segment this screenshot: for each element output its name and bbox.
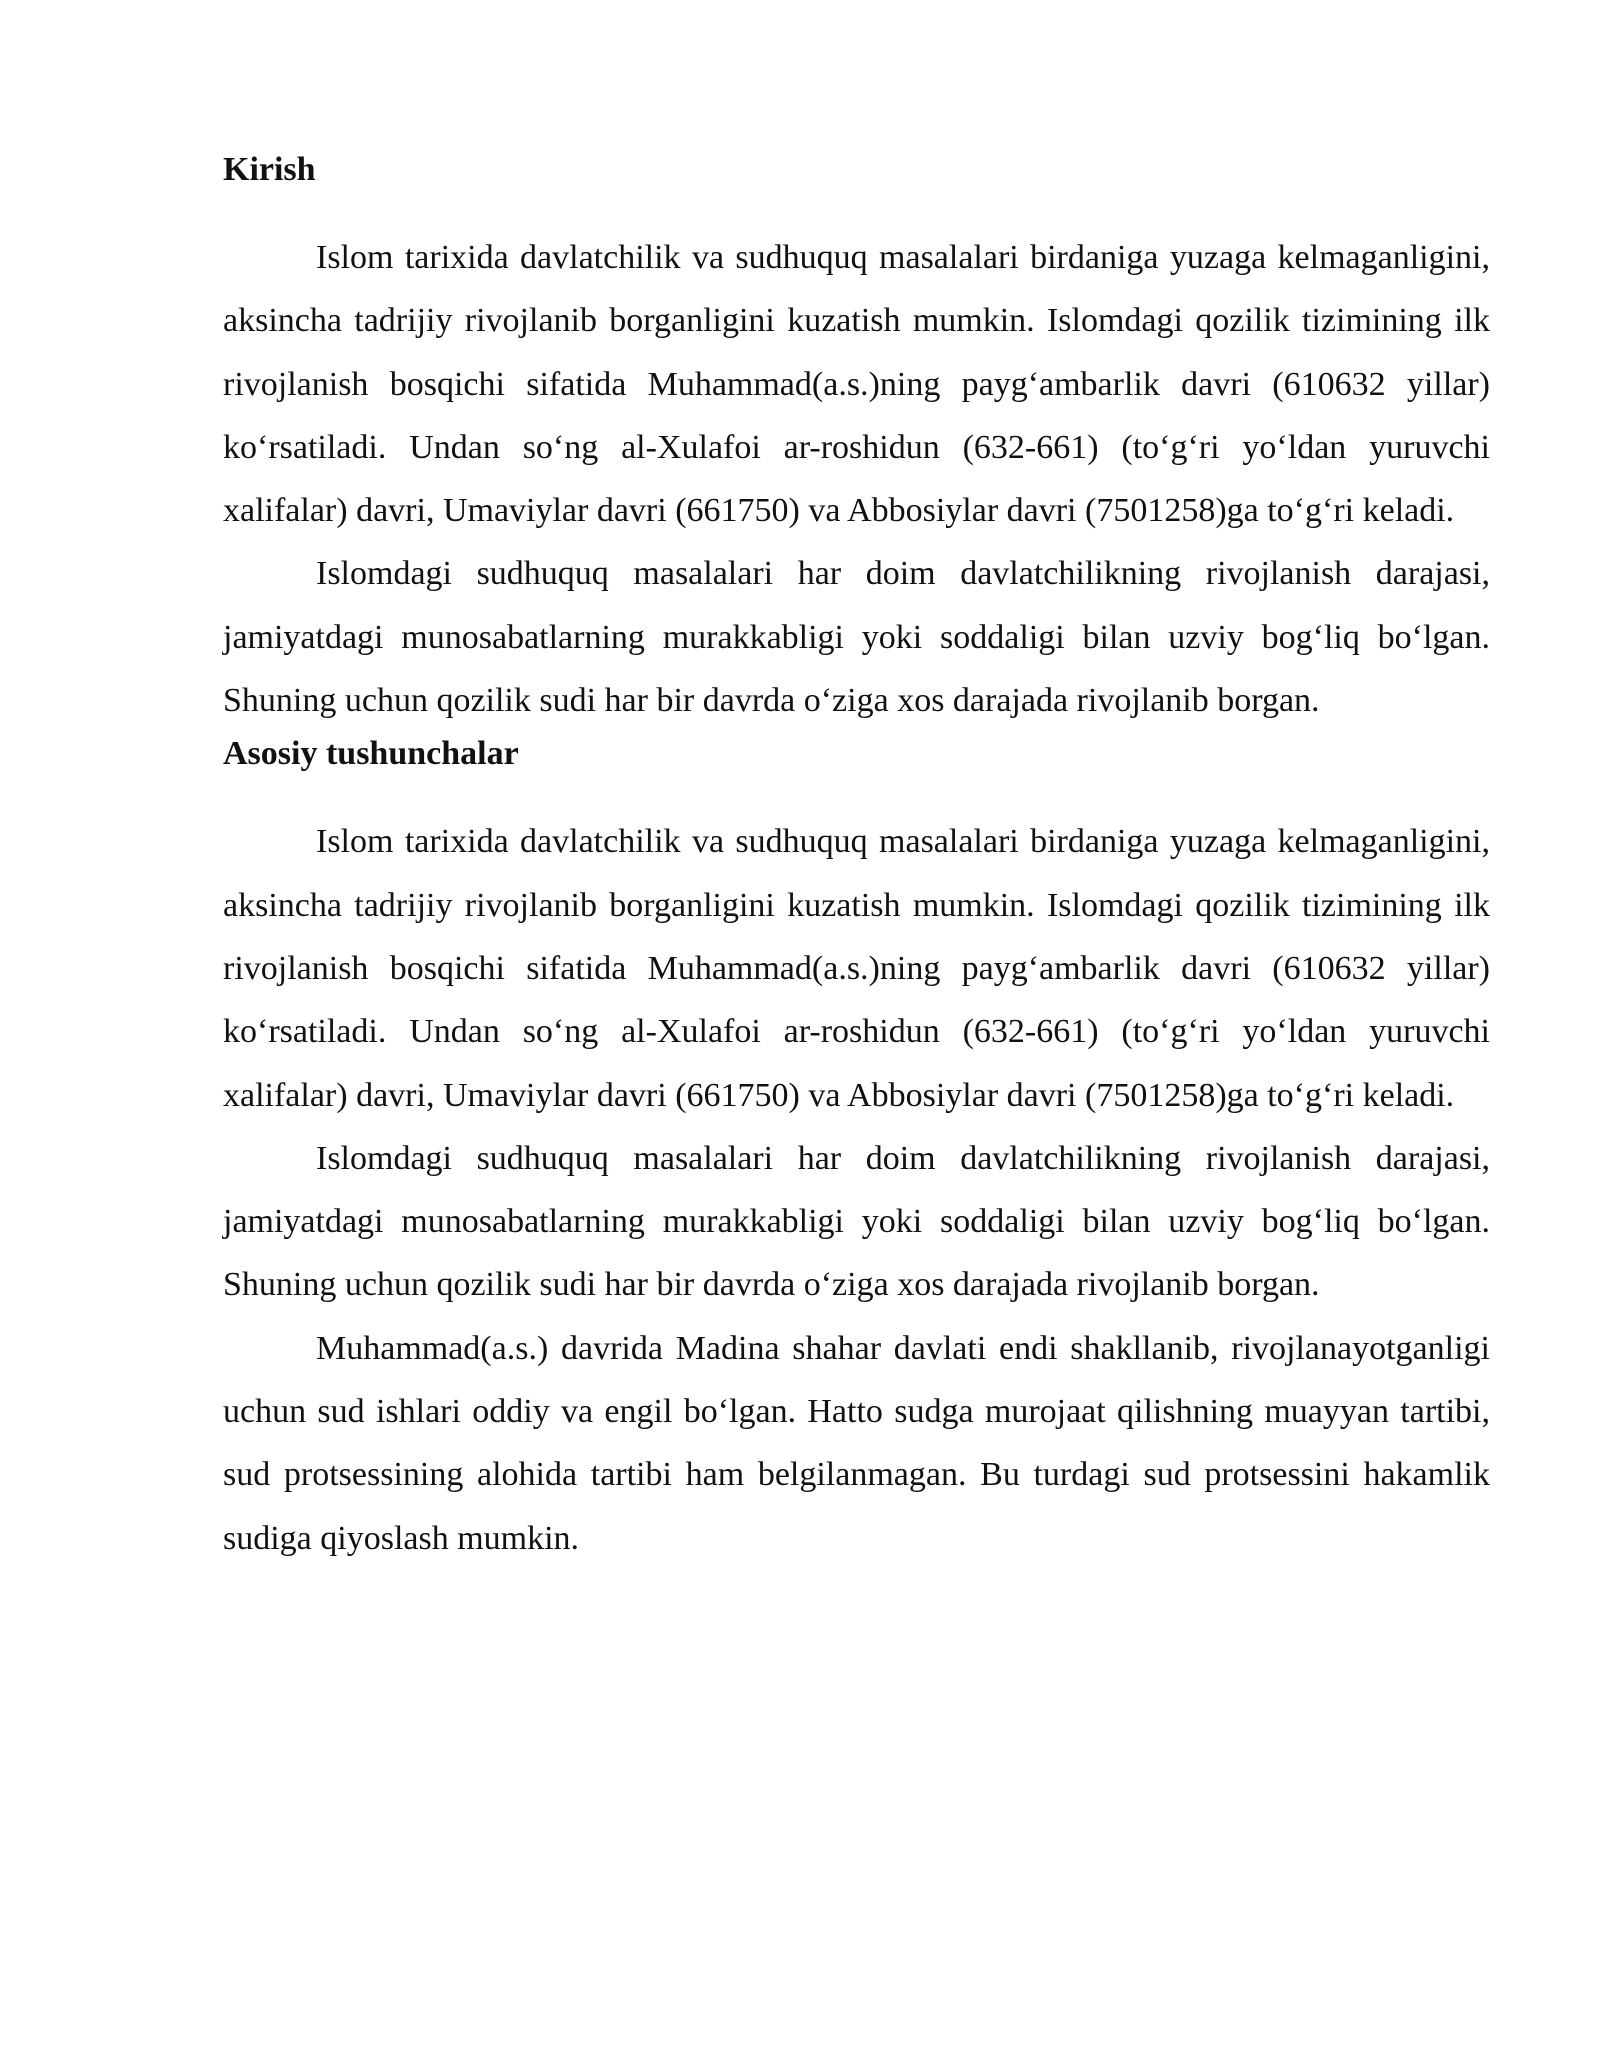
paragraph: Islom tarixida davlatchilik va sudhuquq masalalari birdaniga yuzaga kelmaganligini, aksincha tadrijiy rivojlanib borganligini kuzatish mumkin. Islomdagi qozilik tizimining ilk rivojlanish bosqichi sifatida Muhammad(a.s.)ning payg‘ambarlik davri (610632 yillar) ko‘rsatiladi. Undan so‘ng al-Xulafoi ar-roshidun (632-661) (to‘g‘ri yo‘ldan yuruvchi xalifalar) davri, Umaviylar davri (661750) va Abbosiylar davri (7501258)ga to‘g‘ri keladi. — [223, 823, 1490, 1114]
section-heading-asosiy-tushunchalar: Asosiy tushunchalar — [223, 735, 519, 773]
paragraph: Muhammad(a.s.) davrida Madina shahar davlati endi shakllanib, rivojlanayotganligi uchun sud ishlari oddiy va engil bo‘lgan. Hatto sudga murojaat qilishning muayyan tartibi, sud protsessining alohida tartibi ham belgilanmagan. Bu turdagi sud protsessini hakamlik sudiga qiyoslash mumkin. — [223, 1329, 1490, 1557]
document-page — [223, 148, 1490, 1570]
paragraph: Islomdagi sudhuquq masalalari har doim davlatchilikning rivojlanish darajasi, jamiyatdagi munosabatlarning murakkabligi yoki soddaligi bilan uzviy bog‘liq bo‘lgan. Shuning uchun qozilik sudi har bir davrda o‘ziga xos darajada rivojlanib borgan. — [223, 1139, 1490, 1304]
section-heading-kirish: Kirish — [223, 151, 316, 188]
paragraph: Islom tarixida davlatchilik va sudhuquq masalalari birdaniga yuzaga kelmaganligini, aksincha tadrijiy rivojlanib borganligini kuzatish mumkin. Islomdagi qozilik tizimining ilk rivojlanish bosqichi sifatida Muhammad(a.s.)ning payg‘ambarlik davri (610632 yillar) ko‘rsatiladi. Undan so‘ng al-Xulafoi ar-roshidun (632-661) (to‘g‘ri yo‘ldan yuruvchi xalifalar) davri, Umaviylar davri (661750) va Abbosiylar davri (7501258)ga to‘g‘ri keladi. — [223, 239, 1490, 530]
paragraph: Islomdagi sudhuquq masalalari har doim davlatchilikning rivojlanish darajasi, jamiyatdagi munosabatlarning murakkabligi yoki soddaligi bilan uzviy bog‘liq bo‘lgan. Shuning uchun qozilik sudi har bir davrda o‘ziga xos darajada rivojlanib borgan. — [223, 555, 1490, 720]
